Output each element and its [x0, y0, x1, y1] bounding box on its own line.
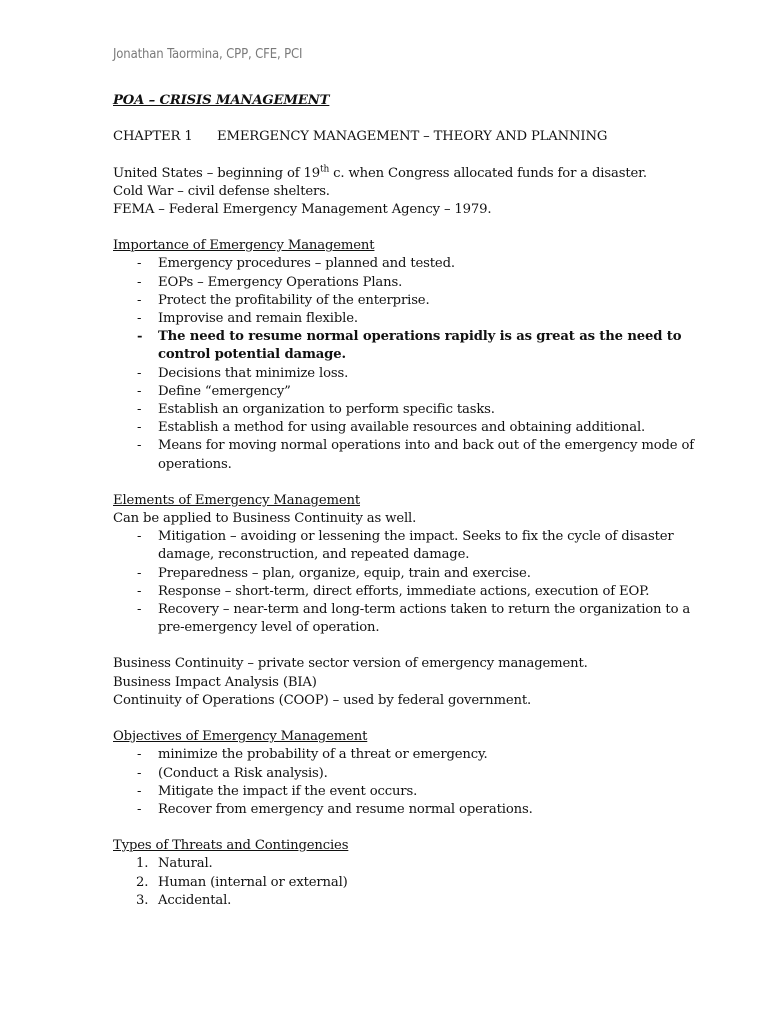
- chapter-number: CHAPTER 1: [113, 129, 193, 145]
- numbered-item: [113, 874, 713, 892]
- section-heading: Objectives of Emergency Management: [113, 729, 368, 745]
- importance-list: [113, 255, 713, 473]
- intro-line: Cold War – civil defense shelters.: [113, 183, 330, 199]
- section-heading: Importance of Emergency Management: [113, 238, 375, 254]
- item-text: Accidental.: [158, 892, 232, 908]
- chapter-heading: [113, 128, 713, 146]
- list-item: - Recovery – near-term and long-term actions taken to return the organization to a pre-emergency level of operation.: [113, 601, 713, 637]
- item-number: 3.: [136, 892, 149, 908]
- continuity-line: Continuity of Operations (COOP) – used by federal government.: [113, 692, 532, 708]
- list-item: - Define “emergency”: [113, 383, 713, 401]
- intro-section: [113, 165, 713, 220]
- list-item: - Emergency procedures – planned and tested.: [113, 255, 713, 273]
- intro-line-text-end: c. when Congress allocated funds for a disaster.: [329, 165, 647, 181]
- list-item: - Response – short-term, direct efforts, immediate actions, execution of EOP.: [113, 583, 713, 601]
- section-subline: Can be applied to Business Continuity as well.: [113, 511, 417, 527]
- list-item: - Establish a method for using available resources and obtaining additional.: [113, 419, 713, 437]
- item-text: Natural.: [158, 856, 213, 872]
- numbered-item: [113, 855, 713, 873]
- elements-list: [113, 528, 713, 637]
- list-item: - (Conduct a Risk analysis).: [113, 765, 713, 783]
- list-item: - Improvise and remain flexible.: [113, 310, 713, 328]
- threats-list: [113, 855, 713, 910]
- list-item: - minimize the probability of a threat or emergency.: [113, 746, 713, 764]
- importance-section: [113, 237, 713, 474]
- continuity-line: Business Impact Analysis (BIA): [113, 674, 317, 690]
- intro-line-text: United States – beginning of 19: [113, 165, 320, 181]
- objectives-section: [113, 728, 713, 819]
- list-item: - The need to resume normal operations rapidly is as great as the need to control potential damage.: [113, 328, 713, 364]
- list-item: - Establish an organization to perform specific tasks.: [113, 401, 713, 419]
- author-header: Jonathan Taormina, CPP, CFE, PCI: [113, 47, 303, 62]
- objectives-list: [113, 746, 713, 819]
- continuity-line: Business Continuity – private sector version of emergency management.: [113, 656, 588, 672]
- chapter-title: EMERGENCY MANAGEMENT – THEORY AND PLANNING: [217, 129, 608, 145]
- list-item: - EOPs – Emergency Operations Plans.: [113, 274, 713, 292]
- list-item: - Preparedness – plan, organize, equip, train and exercise.: [113, 565, 713, 583]
- document-title: POA – CRISIS MANAGEMENT: [113, 93, 330, 109]
- continuity-section: [113, 655, 713, 710]
- threats-section: [113, 837, 713, 910]
- intro-line: FEMA – Federal Emergency Management Agency – 1979.: [113, 202, 492, 218]
- intro-line-superscript: th: [320, 164, 330, 175]
- list-item: - Decisions that minimize loss.: [113, 365, 713, 383]
- intro-line: [113, 165, 713, 183]
- list-item: - Protect the profitability of the enterprise.: [113, 292, 713, 310]
- item-number: 2.: [136, 874, 149, 890]
- item-text: Human (internal or external): [158, 874, 348, 890]
- item-number: 1.: [136, 856, 149, 872]
- numbered-item: [113, 892, 713, 910]
- section-heading: Elements of Emergency Management: [113, 492, 360, 508]
- list-item: - Recover from emergency and resume normal operations.: [113, 801, 713, 819]
- list-item: - Means for moving normal operations into and back out of the emergency mode of operations.: [113, 437, 713, 473]
- list-item: - Mitigate the impact if the event occurs.: [113, 783, 713, 801]
- section-heading: Types of Threats and Contingencies: [113, 838, 349, 854]
- elements-section: [113, 492, 713, 638]
- list-item: - Mitigation – avoiding or lessening the impact. Seeks to fix the cycle of disaster damage, reconstruction, and repeated damage.: [113, 528, 713, 564]
- document-page: [113, 46, 713, 928]
